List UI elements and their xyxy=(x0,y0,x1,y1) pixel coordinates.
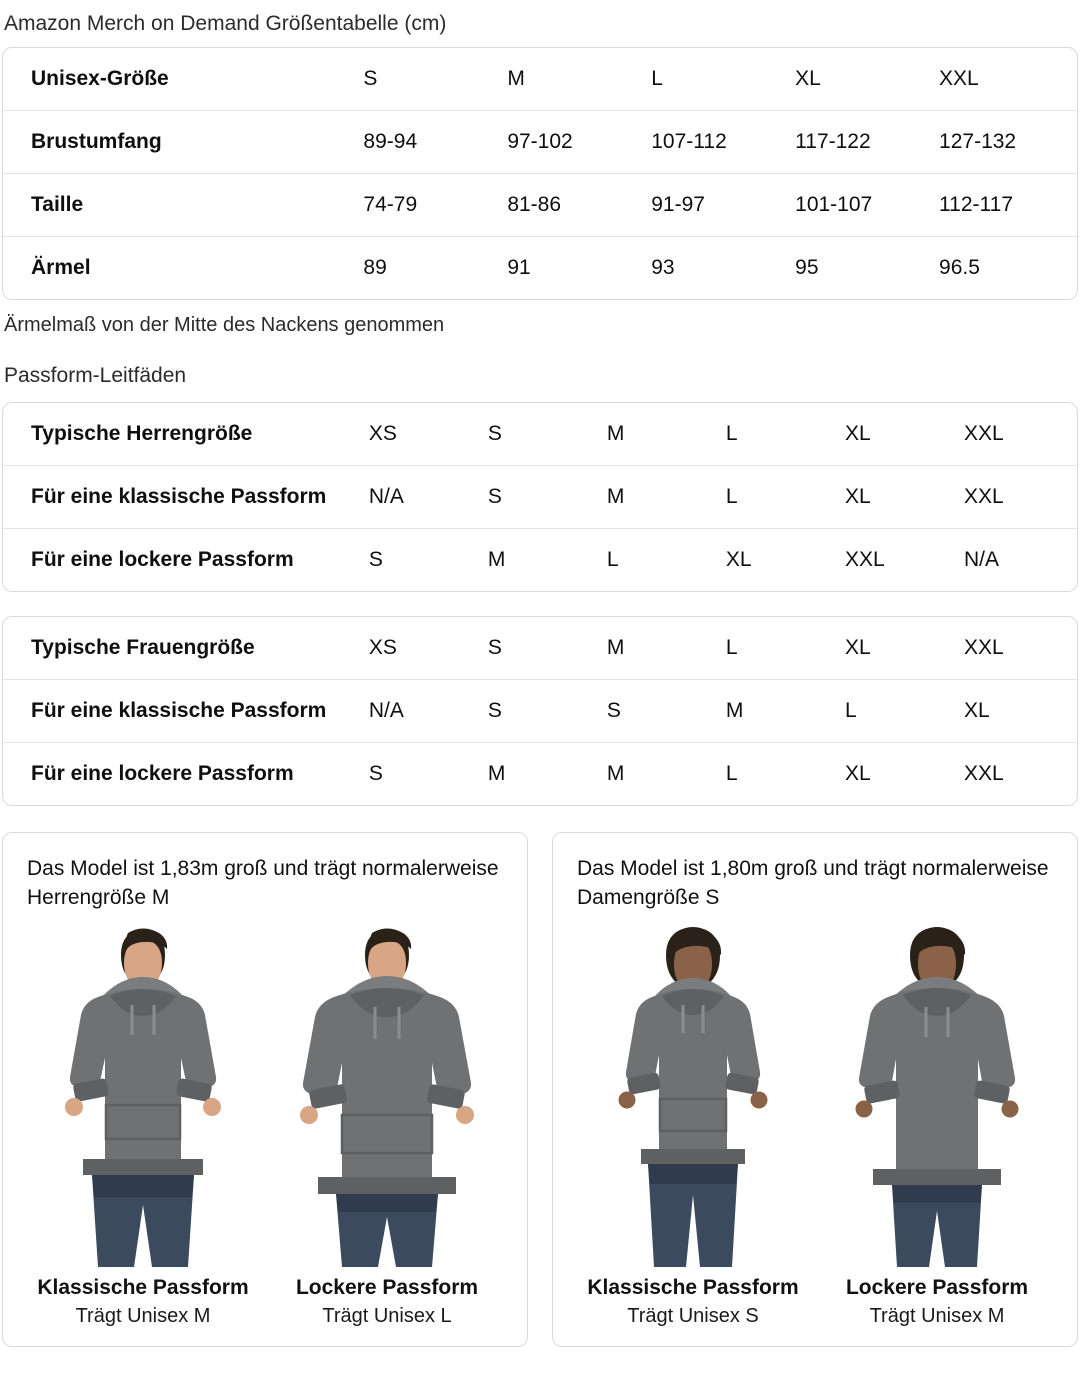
wearing-size: Trägt Unisex M xyxy=(75,1304,211,1327)
cell: M xyxy=(720,679,839,742)
cell: M xyxy=(601,617,720,680)
cell: 74-79 xyxy=(357,174,501,237)
table-row xyxy=(3,403,1077,466)
cell: 97-102 xyxy=(501,111,645,174)
table-row xyxy=(3,528,1077,591)
female-classic-fit-label xyxy=(571,1273,815,1330)
wearing-size: Trägt Unisex S xyxy=(627,1304,759,1327)
cell: M xyxy=(606,761,625,785)
male-model-description: Das Model ist 1,83m groß und trägt normalerweise Herrengröße M xyxy=(27,856,499,909)
cell: XS xyxy=(363,403,482,466)
row-label: Unisex-Größe xyxy=(3,48,357,111)
female-relaxed-fit-label xyxy=(815,1273,1059,1330)
female-relaxed-fit-illustration xyxy=(830,927,1045,1267)
sleeve-measurement-note: Ärmelmaß von der Mitte des Nackens genommen xyxy=(4,314,445,337)
cell: S xyxy=(482,403,601,466)
cell: 93 xyxy=(651,256,675,280)
row-label: Taille xyxy=(3,174,357,237)
cell: S xyxy=(368,547,383,571)
cell: S xyxy=(482,465,601,528)
cell: L xyxy=(720,465,839,528)
cell: XL xyxy=(844,761,871,785)
row-label: Brustumfang xyxy=(3,111,357,174)
row-label: Für eine lockere Passform xyxy=(31,547,294,571)
male-classic-fit-label xyxy=(21,1273,265,1330)
fit-guides-title: Passform-Leitfäden xyxy=(4,364,187,388)
womens-fit-guide-card xyxy=(2,616,1078,806)
womens-fit-guide-table xyxy=(3,617,1077,805)
cell: XL xyxy=(958,679,1077,742)
row-label: Für eine lockere Passform xyxy=(31,761,294,785)
wearing-size: Trägt Unisex L xyxy=(322,1304,452,1327)
cell: XXL xyxy=(958,465,1077,528)
male-figure-labels xyxy=(21,1273,509,1330)
female-figures xyxy=(571,927,1059,1267)
cell: S xyxy=(601,679,720,742)
cell: XXL xyxy=(963,761,1004,785)
table-row xyxy=(3,174,1077,237)
row-label: Typische Frauengröße xyxy=(3,617,363,680)
table-row xyxy=(3,742,1077,805)
cell: 95 xyxy=(795,256,819,280)
cell: XL xyxy=(839,617,958,680)
male-model-card xyxy=(2,832,528,1347)
row-label: Ärmel xyxy=(31,256,91,280)
female-classic-fit-illustration xyxy=(586,927,801,1267)
cell: N/A xyxy=(963,547,999,571)
size-chart-card xyxy=(2,47,1078,300)
male-relaxed-fit-label xyxy=(265,1273,509,1330)
female-model-description: Das Model ist 1,80m groß und trägt normalerweise Damengröße S xyxy=(577,856,1049,909)
cell: S xyxy=(482,617,601,680)
cell: S xyxy=(357,48,501,111)
female-classic-fit-figure xyxy=(581,927,805,1267)
table-row xyxy=(3,111,1077,174)
cell: 101-107 xyxy=(789,174,933,237)
cell: L xyxy=(606,547,619,571)
male-relaxed-fit-figure xyxy=(275,927,499,1267)
table-row xyxy=(3,237,1077,300)
cell: 127-132 xyxy=(933,111,1077,174)
female-figure-labels xyxy=(571,1273,1059,1330)
row-label: Typische Herrengröße xyxy=(3,403,363,466)
cell: L xyxy=(645,48,789,111)
cell: 91-97 xyxy=(645,174,789,237)
fit-name: Lockere Passform xyxy=(845,1275,1029,1299)
male-classic-fit-illustration xyxy=(36,927,251,1267)
cell: M xyxy=(501,48,645,111)
mens-fit-guide-card xyxy=(2,402,1078,592)
page-title: Amazon Merch on Demand Größentabelle (cm) xyxy=(4,12,447,35)
cell: 96.5 xyxy=(939,256,980,280)
cell: N/A xyxy=(363,465,482,528)
table-row xyxy=(3,48,1077,111)
fit-name: Klassische Passform xyxy=(37,1275,249,1299)
size-chart-table xyxy=(3,48,1077,299)
table-row xyxy=(3,465,1077,528)
cell: N/A xyxy=(363,679,482,742)
cell: XL xyxy=(839,465,958,528)
cell: M xyxy=(487,547,506,571)
cell: 89 xyxy=(363,256,387,280)
cell: XXL xyxy=(933,48,1077,111)
cell: S xyxy=(482,679,601,742)
cell: XXL xyxy=(844,547,885,571)
cell: S xyxy=(368,761,383,785)
male-figures xyxy=(21,927,509,1267)
cell: 112-117 xyxy=(933,174,1077,237)
cell: M xyxy=(601,465,720,528)
female-model-card xyxy=(552,832,1078,1347)
cell: XL xyxy=(789,48,933,111)
cell: L xyxy=(720,617,839,680)
cell: 117-122 xyxy=(789,111,933,174)
cell: L xyxy=(839,679,958,742)
cell: XXL xyxy=(958,403,1077,466)
cell: 89-94 xyxy=(357,111,501,174)
cell: M xyxy=(601,403,720,466)
cell: XS xyxy=(363,617,482,680)
cell: 81-86 xyxy=(501,174,645,237)
fit-name: Klassische Passform xyxy=(587,1275,799,1299)
cell: 91 xyxy=(507,256,531,280)
model-cards xyxy=(2,832,1078,1347)
female-relaxed-fit-figure xyxy=(825,927,1049,1267)
cell: L xyxy=(725,761,738,785)
male-relaxed-fit-illustration xyxy=(280,927,495,1267)
row-label: Für eine klassische Passform xyxy=(3,679,363,742)
row-label: Für eine klassische Passform xyxy=(3,465,363,528)
cell: XL xyxy=(839,403,958,466)
table-row xyxy=(3,617,1077,680)
wearing-size: Trägt Unisex M xyxy=(869,1304,1005,1327)
male-classic-fit-figure xyxy=(31,927,255,1267)
table-row xyxy=(3,679,1077,742)
mens-fit-guide-table xyxy=(3,403,1077,591)
cell: 107-112 xyxy=(645,111,789,174)
cell: L xyxy=(720,403,839,466)
cell: XXL xyxy=(958,617,1077,680)
fit-name: Lockere Passform xyxy=(295,1275,479,1299)
cell: XL xyxy=(725,547,752,571)
cell: M xyxy=(487,761,506,785)
